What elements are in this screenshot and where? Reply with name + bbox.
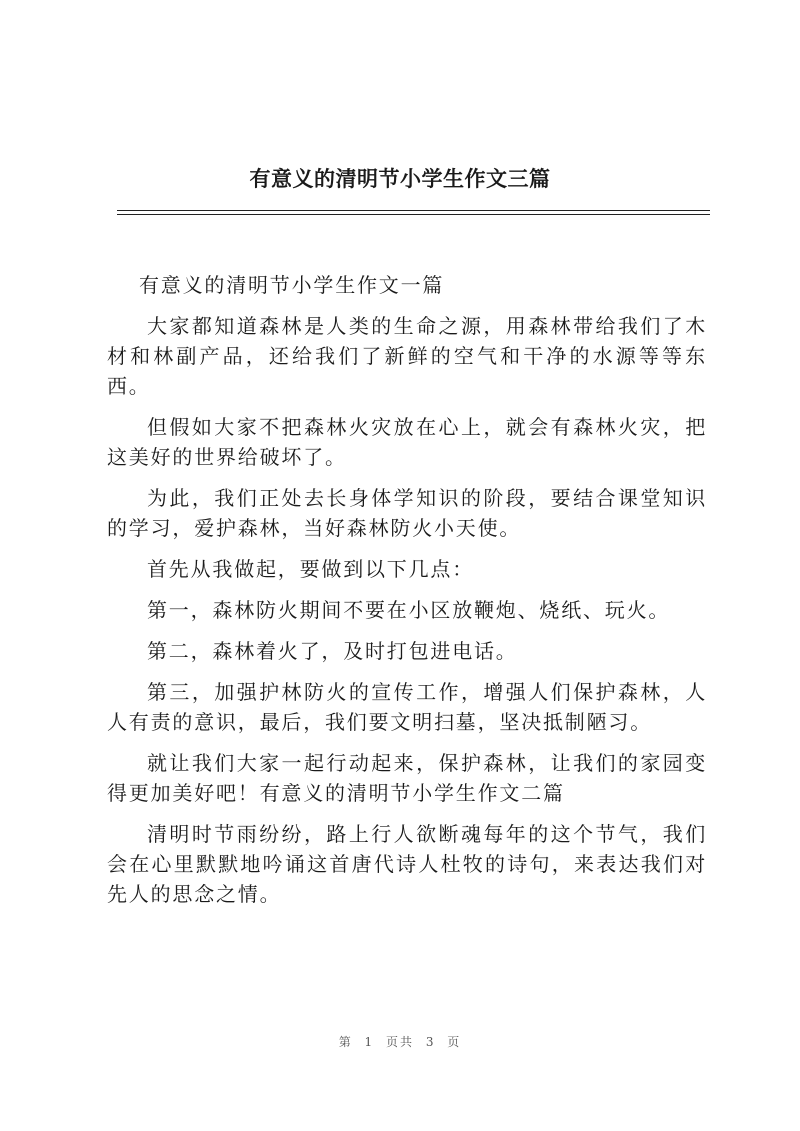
body-paragraph: 第一，森林防火期间不要在小区放鞭炮、烧纸、玩火。 xyxy=(147,598,671,622)
section-heading: 有意义的清明节小学生作文一篇 xyxy=(139,273,445,297)
document-body xyxy=(107,270,707,920)
body-paragraph: 首先从我做起，要做到以下几点： xyxy=(147,557,474,581)
body-paragraph: 就让我们大家一起行动起来，保护森林，让我们的家园变得更加美好吧！有意义的清明节小学生作文二篇 xyxy=(107,751,707,805)
title-rule-lower xyxy=(117,214,710,215)
page-footer: 第 1 页共 3 页 xyxy=(338,1035,462,1049)
body-paragraph: 但假如大家不把森林火灾放在心上，就会有森林火灾，把这美好的世界给破坏了。 xyxy=(107,415,707,469)
body-paragraph: 为此，我们正处去长身体学知识的阶段，要结合课堂知识的学习，爱护森林，当好森林防火小天使。 xyxy=(107,486,707,540)
body-paragraph: 第二，森林着火了，及时打包进电话。 xyxy=(147,639,518,663)
title-rule-upper xyxy=(117,210,710,211)
body-paragraph: 清明时节雨纷纷，路上行人欲断魂每年的这个节气，我们会在心里默默地吟诵这首唐代诗人杜牧的诗句，来表达我们对先人的思念之情。 xyxy=(107,822,707,906)
body-paragraph: 大家都知道森林是人类的生命之源，用森林带给我们了木材和林副产品，还给我们了新鲜的空气和干净的水源等等东西。 xyxy=(107,314,707,398)
body-paragraph: 第三，加强护林防火的宣传工作，增强人们保护森林，人人有责的意识，最后，我们要文明扫墓，坚决抵制陋习。 xyxy=(107,680,707,734)
document-title: 有意义的清明节小学生作文三篇 xyxy=(249,166,551,191)
